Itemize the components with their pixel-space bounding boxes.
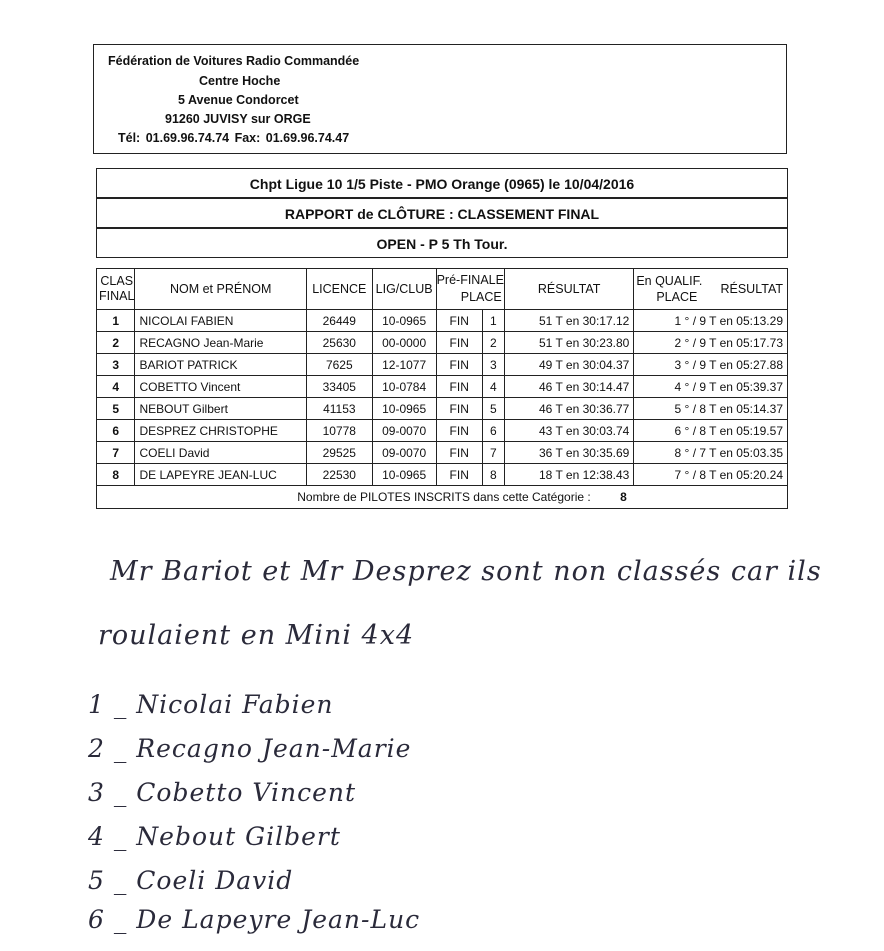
name-cell: DESPREZ CHRISTOPHE [135, 420, 306, 442]
table-row [97, 398, 788, 420]
club-cell: 10-0965 [372, 310, 436, 332]
qualif-result-cell: 3 ° / 9 T en 05:27.88 [634, 354, 788, 376]
event-title-box [96, 168, 788, 198]
licence-cell: 10778 [306, 420, 372, 442]
phone-fax: Tél: 01.69.96.74.74 Fax: 01.69.96.74.47 [118, 131, 350, 145]
rank-cell: 5 [97, 398, 135, 420]
header-prefinale-place: Pré-FINALE PLACE [436, 269, 504, 310]
qualif-result-cell: 8 ° / 7 T en 05:03.35 [634, 442, 788, 464]
club-cell: 10-0965 [372, 398, 436, 420]
header-qualif: En QUALIF. PLACE RÉSULTAT [634, 269, 788, 310]
table-row [97, 332, 788, 354]
licence-cell: 22530 [306, 464, 372, 486]
street-address: 5 Avenue Condorcet [178, 93, 299, 107]
name-cell: RECAGNO Jean-Marie [135, 332, 306, 354]
header-licence: LICENCE [306, 269, 372, 310]
result-cell: 46 T en 30:36.77 [504, 398, 633, 420]
result-cell: 49 T en 30:04.37 [504, 354, 633, 376]
handwritten-list-item-6: 6 _ De Lapeyre Jean-Luc [88, 905, 421, 934]
header-clas-final: CLAS FINAL [97, 269, 135, 310]
licence-cell: 7625 [306, 354, 372, 376]
club-cell: 10-0784 [372, 376, 436, 398]
place-cell: 2 [482, 332, 504, 354]
results-table [96, 268, 788, 509]
name-cell: NEBOUT Gilbert [135, 398, 306, 420]
table-header-row [97, 269, 788, 310]
rank-cell: 4 [97, 376, 135, 398]
club-cell: 00-0000 [372, 332, 436, 354]
report-title: RAPPORT de CLÔTURE : CLASSEMENT FINAL [284, 206, 600, 222]
place-cell: 1 [482, 310, 504, 332]
header-name: NOM et PRÉNOM [135, 269, 306, 310]
rank-cell: 2 [97, 332, 135, 354]
handwritten-note-line-2: roulaient en Mini 4x4 [98, 620, 415, 651]
pilot-count-footer [97, 486, 788, 509]
name-cell: COBETTO Vincent [135, 376, 306, 398]
name-cell: DE LAPEYRE JEAN-LUC [135, 464, 306, 486]
table-row [97, 442, 788, 464]
rank-cell: 3 [97, 354, 135, 376]
city-address: 91260 JUVISY sur ORGE [165, 112, 311, 126]
federation-name: Fédération de Voitures Radio Commandée [108, 54, 360, 68]
club-cell: 10-0965 [372, 464, 436, 486]
category-title-box [96, 228, 788, 258]
handwritten-note-line-1: Mr Bariot et Mr Desprez sont non classés car ils [110, 556, 822, 587]
place-cell: 7 [482, 442, 504, 464]
result-cell: 51 T en 30:17.12 [504, 310, 633, 332]
header-club: LIG/CLUB [372, 269, 436, 310]
club-cell: 12-1077 [372, 354, 436, 376]
club-cell: 09-0070 [372, 420, 436, 442]
centre-name: Centre Hoche [199, 74, 281, 88]
table-row [97, 464, 788, 486]
place-cell: 3 [482, 354, 504, 376]
qualif-result-cell: 1 ° / 9 T en 05:13.29 [634, 310, 788, 332]
place-cell: 4 [482, 376, 504, 398]
licence-cell: 41153 [306, 398, 372, 420]
table-row [97, 420, 788, 442]
qualif-result-cell: 7 ° / 8 T en 05:20.24 [634, 464, 788, 486]
qualif-result-cell: 5 ° / 8 T en 05:14.37 [634, 398, 788, 420]
qualif-result-cell: 6 ° / 8 T en 05:19.57 [634, 420, 788, 442]
licence-cell: 33405 [306, 376, 372, 398]
pilot-count-value: 8 [620, 490, 627, 504]
name-cell: COELI David [135, 442, 306, 464]
place-cell: 6 [482, 420, 504, 442]
prefinale-cell: FIN [436, 420, 482, 442]
result-cell: 43 T en 30:03.74 [504, 420, 633, 442]
handwritten-list-item-1: 1 _ Nicolai Fabien [88, 690, 334, 719]
handwritten-list-item-3: 3 _ Cobetto Vincent [88, 778, 357, 807]
licence-cell: 25630 [306, 332, 372, 354]
category-title: OPEN - P 5 Th Tour. [376, 236, 508, 252]
table-row [97, 354, 788, 376]
name-cell: BARIOT PATRICK [135, 354, 306, 376]
prefinale-cell: FIN [436, 398, 482, 420]
table-footer-row [97, 486, 788, 509]
rank-cell: 1 [97, 310, 135, 332]
rank-cell: 6 [97, 420, 135, 442]
place-cell: 8 [482, 464, 504, 486]
qualif-result-cell: 4 ° / 9 T en 05:39.37 [634, 376, 788, 398]
pilot-count-label: Nombre de PILOTES INSCRITS dans cette Catégorie : [297, 490, 591, 504]
name-cell: NICOLAI FABIEN [135, 310, 306, 332]
prefinale-cell: FIN [436, 376, 482, 398]
handwritten-list-item-5: 5 _ Coeli David [88, 866, 294, 895]
event-title: Chpt Ligue 10 1/5 Piste - PMO Orange (0965) le 10/04/2016 [249, 176, 635, 192]
result-cell: 18 T en 12:38.43 [504, 464, 633, 486]
report-title-box [96, 198, 788, 228]
rank-cell: 8 [97, 464, 135, 486]
prefinale-cell: FIN [436, 442, 482, 464]
header-result: RÉSULTAT [504, 269, 633, 310]
handwritten-list-item-2: 2 _ Recagno Jean-Marie [88, 734, 412, 763]
place-cell: 5 [482, 398, 504, 420]
federation-address-box [93, 44, 787, 154]
table-row [97, 310, 788, 332]
prefinale-cell: FIN [436, 464, 482, 486]
result-cell: 51 T en 30:23.80 [504, 332, 633, 354]
rank-cell: 7 [97, 442, 135, 464]
result-cell: 36 T en 30:35.69 [504, 442, 633, 464]
licence-cell: 29525 [306, 442, 372, 464]
prefinale-cell: FIN [436, 310, 482, 332]
prefinale-cell: FIN [436, 332, 482, 354]
table-row [97, 376, 788, 398]
club-cell: 09-0070 [372, 442, 436, 464]
handwritten-list-item-4: 4 _ Nebout Gilbert [88, 822, 341, 851]
prefinale-cell: FIN [436, 354, 482, 376]
licence-cell: 26449 [306, 310, 372, 332]
result-cell: 46 T en 30:14.47 [504, 376, 633, 398]
qualif-result-cell: 2 ° / 9 T en 05:17.73 [634, 332, 788, 354]
